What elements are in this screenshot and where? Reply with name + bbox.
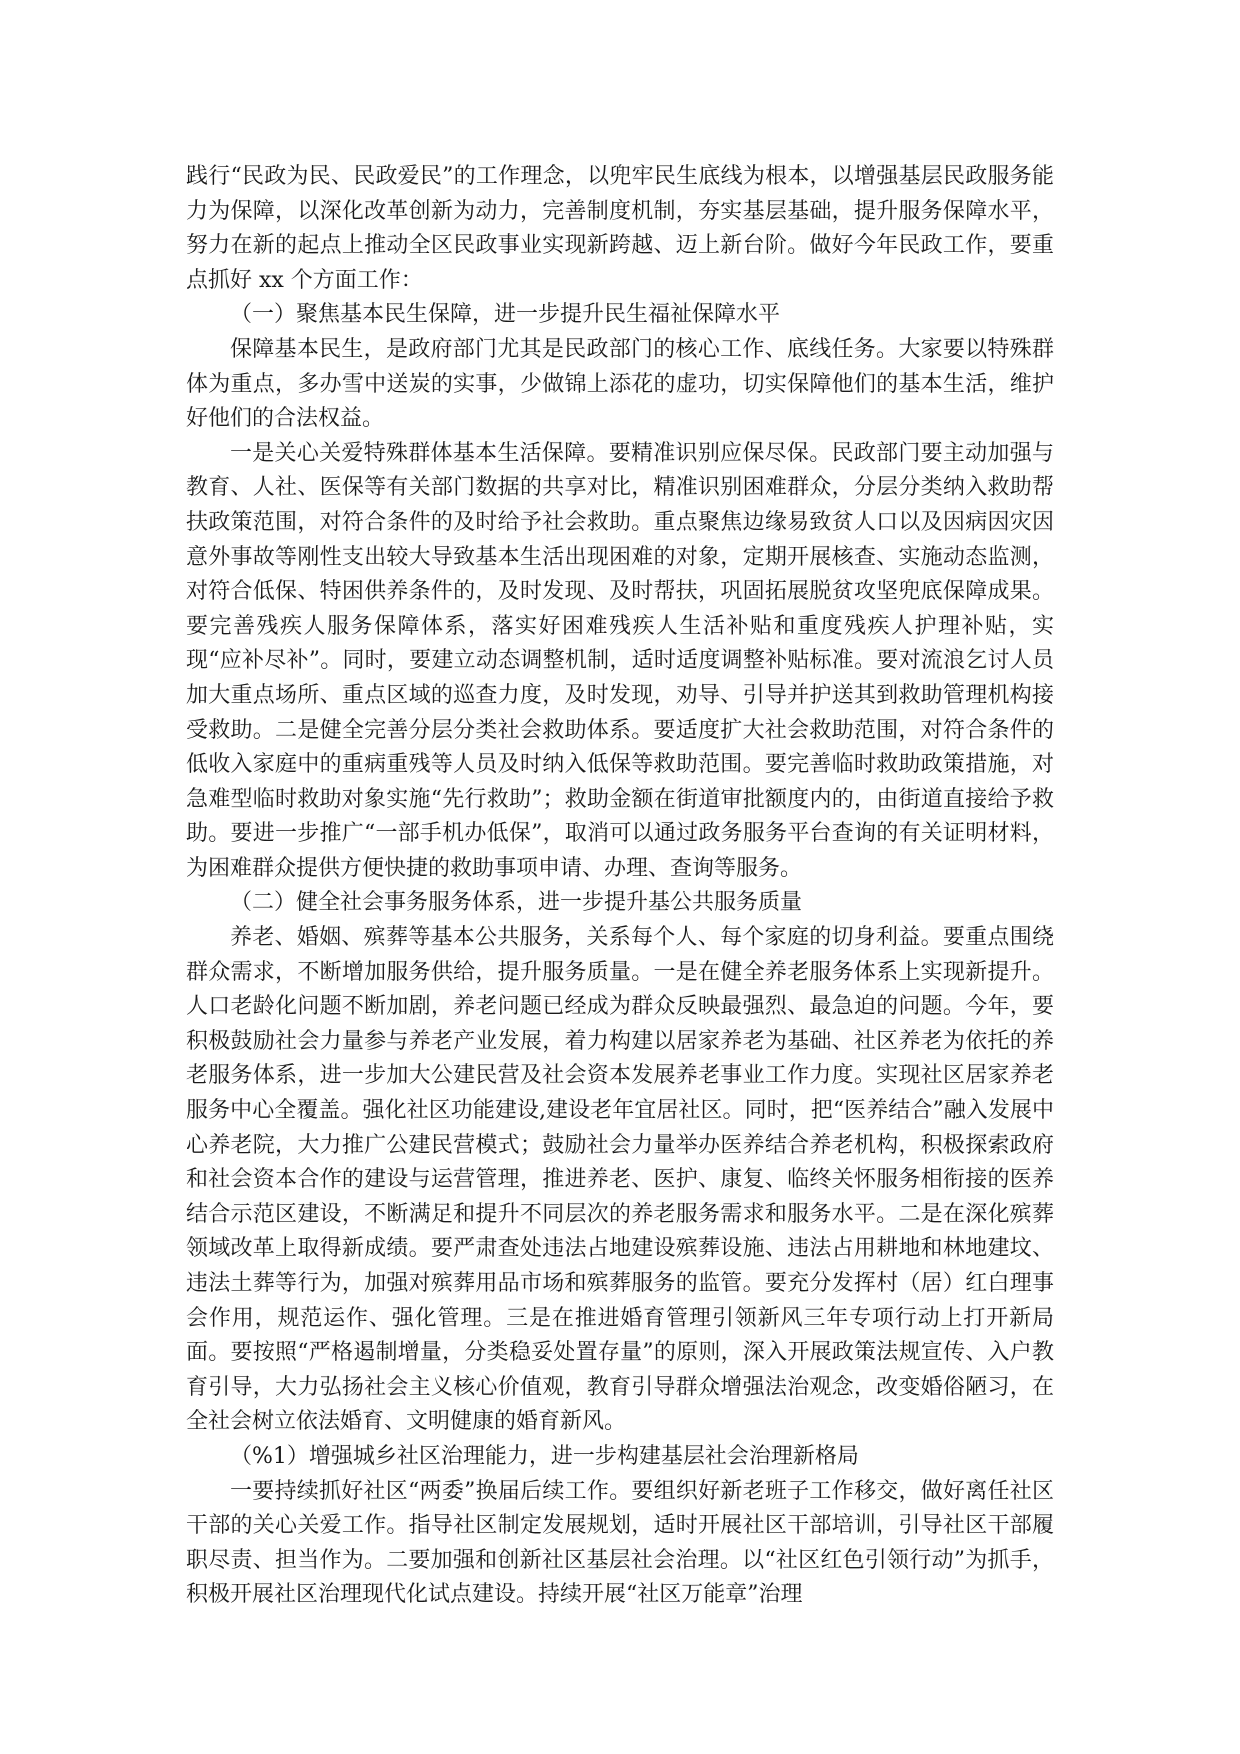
paragraph-community-governance: 一要持续抓好社区“两委”换届后续工作。要组织好新老班子工作移交，做好离任社区干部的关心关爱工作。指导社区制定发展规划，适时开展社区干部培训，引导社区干部履职尽责、担当作为。二要加强和创新社区基层社会治理。以“社区红色引领行动”为抓手，积极开展社区治理现代化试点建设。持续开展“社区万能章”治理: [186, 1478, 1054, 1608]
paragraph-public-services: 养老、婚姻、殡葬等基本公共服务，关系每个人、每个家庭的切身利益。要重点围绕群众需求，不断增加服务供给，提升服务质量。一是在健全养老服务体系上实现新提升。人口老龄化问题不断加剧，养老问题已经成为群众反映最强烈、最急迫的问题。今年，要积极鼓励社会力量参与养老产业发展，着力构建以居家养老为基础、社区养老为依托的养老服务体系，进一步加大公建民营及社会资本发展养老事业工作力度。实现社区居家养老服务中心全覆盖。强化社区功能建设,建设老年宜居社区。同时，把“医养结合”融入发展中心养老院，大力推广公建民营模式；鼓励社会力量举办医养结合养老机构，积极探索政府和社会资本合作的建设与运营管理，推进养老、医护、康复、临终关怀服务相衔接的医养结合示范区建设，不断满足和提升不同层次的养老服务需求和服务水平。二是在深化殡葬领域改革上取得新成绩。要严肃查处违法占地建设殡葬设施、违法占用耕地和林地建坟、违法土葬等行为，加强对殡葬用品市场和殡葬服务的监管。要充分发挥村（居）红白理事会作用，规范运作、强化管理。三是在推进婚育管理引领新风三年专项行动上打开新局面。要按照“严格遏制增量，分类稳妥处置存量”的原则，深入开展政策法规宣传、入户教育引导，大力弘扬社会主义核心价值观，教育引导群众增强法治观念，改变婚俗陋习，在全社会树立依法婚育、文明健康的婚育新风。: [186, 925, 1054, 1435]
section-heading-3: （%1）增强城乡社区治理能力，进一步构建基层社会治理新格局: [230, 1443, 859, 1469]
paragraph-basic-livelihood: 保障基本民生，是政府部门尤其是民政部门的核心工作、底线任务。大家要以特殊群体为重点，多办雪中送炭的实事，少做锦上添花的虚功，切实保障他们的基本生活，维护好他们的合法权益。: [186, 336, 1054, 432]
paragraph-intro: 践行“民政为民、民政爱民”的工作理念，以兜牢民生底线为根本，以增强基层民政服务能力为保障，以深化改革创新为动力，完善制度机制，夯实基层基础，提升服务保障水平，努力在新的起点上推动全区民政事业实现新跨越、迈上新台阶。做好今年民政工作，要重点抓好 xx 个方面工作：: [186, 164, 1054, 293]
document-body: [186, 160, 1054, 1613]
section-heading-1: （一）聚焦基本民生保障，进一步提升民生福祉保障水平: [230, 302, 781, 328]
section-heading-2: （二）健全社会事务服务体系，进一步提升基公共服务质量: [230, 890, 803, 916]
paragraph-special-groups: 一是关心关爱特殊群体基本生活保障。要精准识别应保尽保。民政部门要主动加强与教育、人社、医保等有关部门数据的共享对比，精准识别困难群众，分层分类纳入救助帮扶政策范围，对符合条件的及时给予社会救助。重点聚焦边缘易致贫人口以及因病因灾因意外事故等刚性支出较大导致基本生活出现困难的对象，定期开展核查、实施动态监测，对符合低保、特困供养条件的，及时发现、及时帮扶，巩固拓展脱贫攻坚兜底保障成果。要完善残疾人服务保障体系，落实好困难残疾人生活补贴和重度残疾人护理补贴，实现“应补尽补”。同时，要建立动态调整机制，适时适度调整补贴标准。要对流浪乞讨人员加大重点场所、重点区域的巡查力度，及时发现，劝导、引导并护送其到救助管理机构接受救助。二是健全完善分层分类社会救助体系。要适度扩大社会救助范围，对符合条件的低收入家庭中的重病重残等人员及时纳入低保等救助范围。要完善临时救助政策措施，对急难型临时救助对象实施“先行救助”；救助金额在街道审批额度内的，由街道直接给予救助。要进一步推广“一部手机办低保”，取消可以通过政务服务平台查询的有关证明材料，为困难群众提供方便快捷的救助事项申请、办理、查询等服务。: [186, 440, 1054, 881]
